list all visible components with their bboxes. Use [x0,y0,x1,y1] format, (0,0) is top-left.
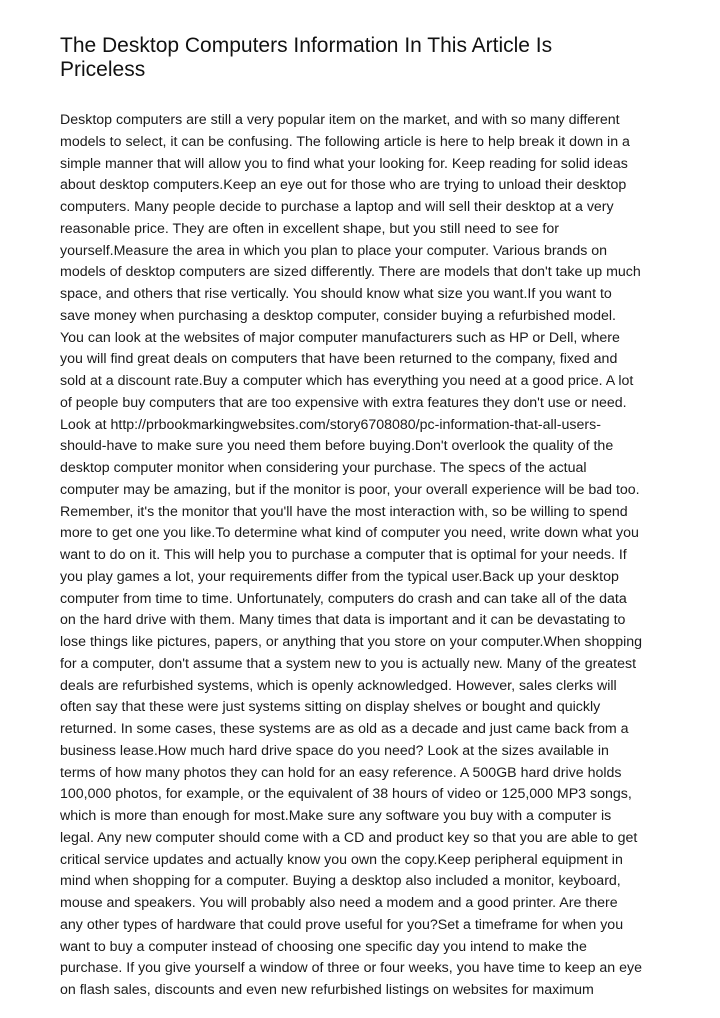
body-text-line: computer may be amazing, but if the monitor is poor, your overall experience will be bad too. [60,481,640,498]
body-text-line: save money when purchasing a desktop computer, consider buying a refurbished model. [60,307,616,324]
body-text-line: which is more than enough for most.Make sure any software you buy with a computer is [60,808,612,824]
body-text-line: sold at a discount rate.Buy a computer which has everything you need at a good price. A lot [60,373,634,389]
body-text-line: deals are refurbished systems, which is openly acknowledged. However, sales clerks will [60,677,617,694]
title-line: Priceless [60,58,146,81]
body-text-line: critical service updates and actually know you own the copy.Keep peripheral equipment in [60,851,623,868]
body-text-line: 100,000 photos, for example, or the equivalent of 38 hours of video or 125,000 MP3 songs, [60,786,632,803]
body-text-line: terms of how many photos they can hold for an easy reference. A 500GB hard drive holds [60,764,622,781]
body-text-line: mind when shopping for a computer. Buying a desktop also included a monitor, keyboard, [60,873,621,890]
body-text-line: models of desktop computers are sized differently. There are models that don't take up much [60,264,641,281]
body-text-line: Look at http://prbookmarkingwebsites.com/story6708080/pc-information-that-all-users- [60,416,601,433]
document-title [60,34,660,82]
body-text-line: space, and others that rise vertically. You should know what size you want.If you want to [60,286,612,302]
body-text-line: legal. Any new computer should come with a CD and product key so that you are able to get [60,829,638,846]
body-text-line: of people buy computers that are too expensive with extra features they don't use or need. [60,394,627,411]
title-line: The Desktop Computers Information In This Article Is [60,34,553,57]
body-text-line: lose things like pictures, papers, or anything that you store on your computer.When shopping [60,634,643,650]
body-text-line: You can look at the websites of major computer manufacturers such as HP or Dell, where [60,329,620,346]
body-text-line: you will find great deals on computers that have been returned to the company, fixed and [60,351,618,368]
article-body [60,110,660,1002]
body-text-line: computers. Many people decide to purchase a laptop and will sell their desktop at a very [60,199,614,215]
body-text-line: returned. In some cases, these systems are as old as a decade and just came back from a [60,721,629,737]
body-text-line: computer from time to time. Unfortunately, computers do crash and can take all of the data [60,590,627,607]
body-text-line: Desktop computers are still a very popular item on the market, and with so many different [60,112,620,128]
body-text-line: any other types of hardware that could prove useful for you?Set a timeframe for when you [60,916,624,933]
body-text-line: you play games a lot, your requirements differ from the typical user.Back up your desktop [60,568,619,585]
body-text-line: for a computer, don't assume that a system new to you is actually new. Many of the greatest [60,655,637,672]
body-text-line: yourself.Measure the area in which you plan to place your computer. Various brands on [60,242,608,259]
body-text-line: on flash sales, discounts and even new refurbished listings on websites for maximum [60,982,594,998]
body-text-line: business lease.How much hard drive space do you need? Look at the sizes available in [60,742,609,759]
body-text-line: more to get one you like.To determine what kind of computer you need, write down what you [60,525,639,542]
body-text-line: Remember, it's the monitor that you'll have the most interaction with, so be willing to spend [60,503,628,520]
body-text-line: often say that these were just systems sitting on display shelves or bought and quickly [60,699,601,716]
body-text-line: want to buy a computer instead of choosing one specific day you intend to make the [60,938,587,955]
body-text-line: mouse and speakers. You will probably also need a modem and a good printer. Are there [60,895,618,911]
body-text-line: simple manner that will allow you to find what your looking for. Keep reading for solid ideas [60,155,628,172]
body-text-line: models to select, it can be confusing. The following article is here to help break it down in a [60,133,630,150]
body-text-line: purchase. If you give yourself a window of three or four weeks, you have time to keep an eye [60,960,643,977]
body-text-line: on the hard drive with them. Many times that data is important and it can be devastating to [60,612,626,629]
body-text-line: reasonable price. They are often in excellent shape, but you still need to see for [60,220,559,237]
body-text-line: should-have to make sure you need them before buying.Don't overlook the quality of the [60,438,614,455]
body-text-line: desktop computer monitor when considering your purchase. The specs of the actual [60,460,587,476]
body-text-line: about desktop computers.Keep an eye out for those who are trying to unload their desktop [60,177,627,194]
body-text-line: want to do on it. This will help you to purchase a computer that is optimal for your needs. If [60,547,627,563]
